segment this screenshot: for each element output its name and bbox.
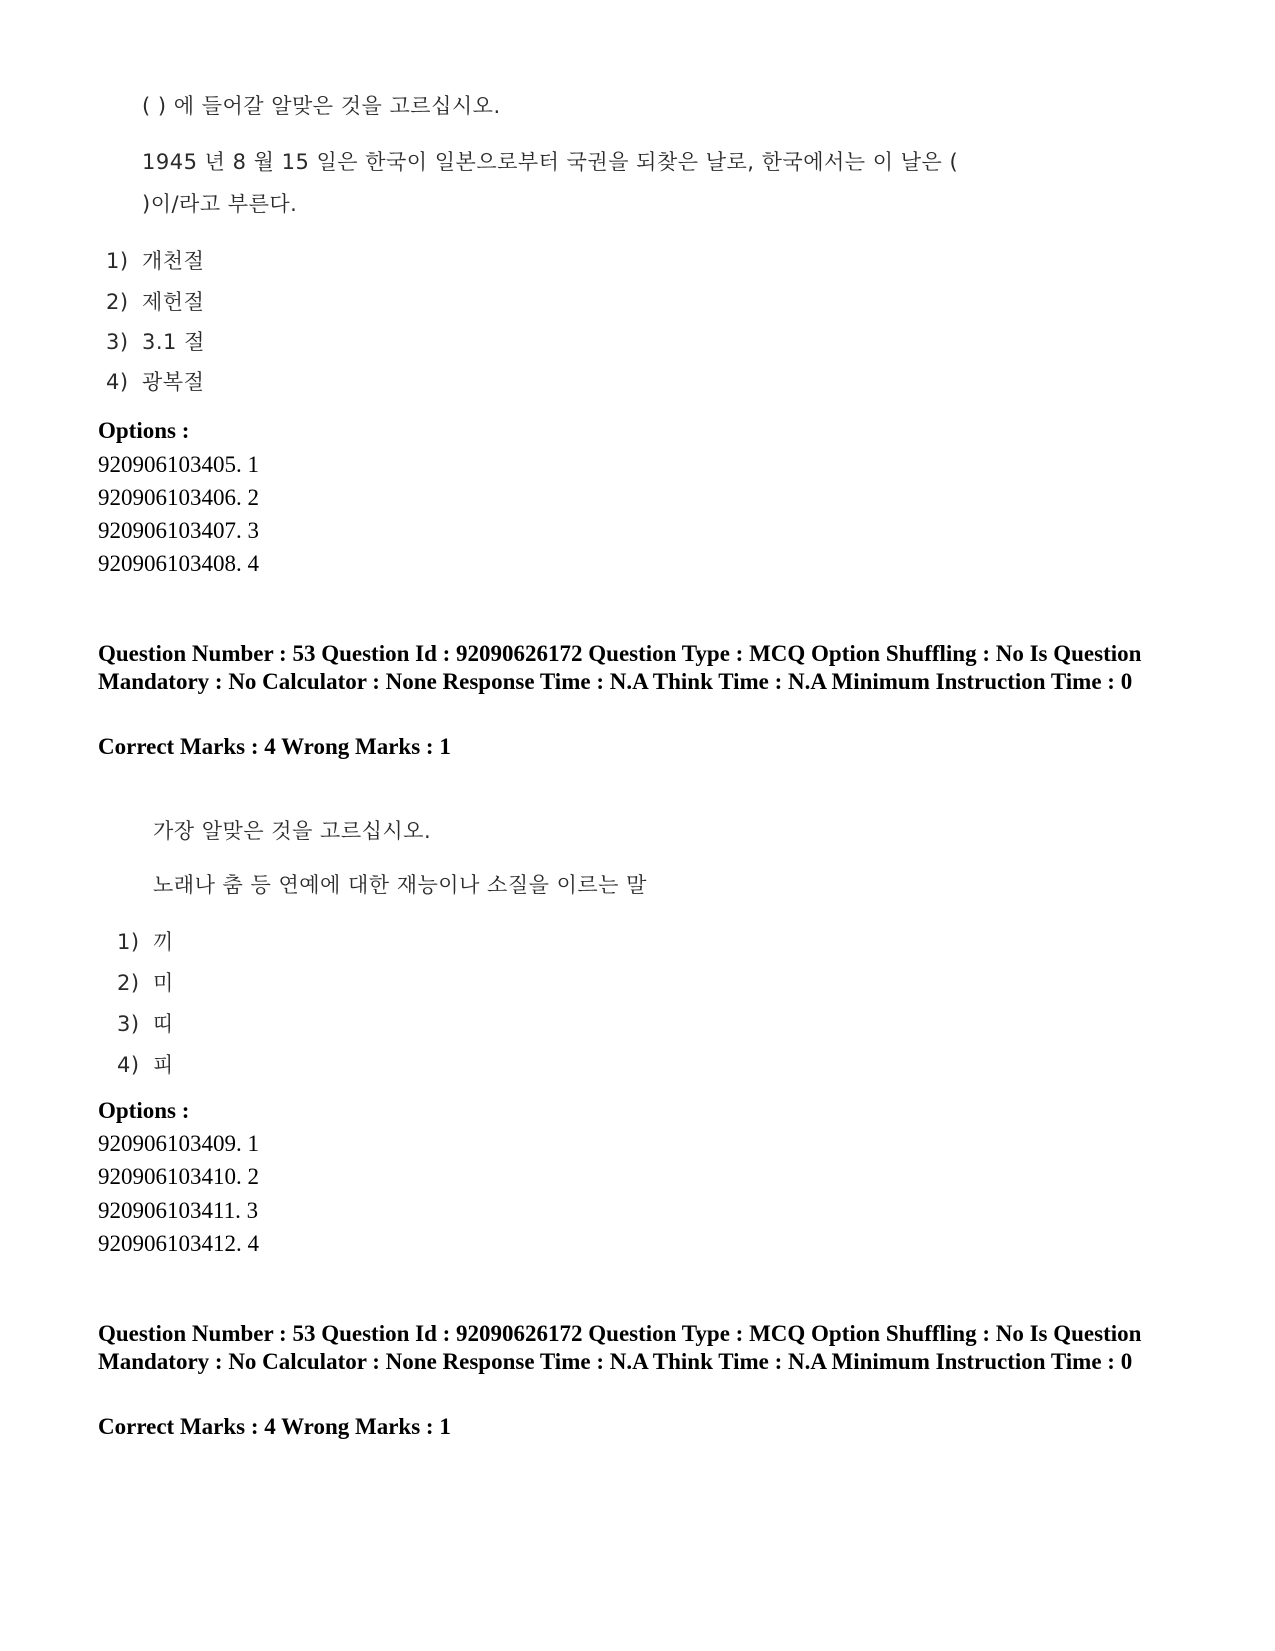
question-1-choice	[106, 326, 205, 356]
option-id: 920906103408. 4	[98, 551, 259, 576]
choice-text: 피	[153, 1053, 174, 1077]
choice-number: 1)	[106, 249, 129, 273]
question-meta-info: Question Number : 53 Question Id : 92090626172 Question Type : MCQ Option Shuffling : No Is Question Mandatory : No Calculator : None Response Time : N.A Think Time : N.A Minimum Instruction Time : 0	[98, 1321, 1142, 1374]
question-marks: Correct Marks : 4 Wrong Marks : 1	[98, 1414, 451, 1439]
option-id: 920906103412. 4	[98, 1231, 259, 1256]
choice-number: 4)	[117, 1053, 140, 1077]
question-1-passage-line-2: )이/라고 부른다.	[142, 192, 298, 216]
question-1-choice	[106, 286, 204, 316]
choice-text: 광복절	[142, 370, 205, 394]
question-2-passage-line-1: 노래나 춤 등 연예에 대한 재능이나 소질을 이르는 말	[153, 873, 647, 897]
choice-number: 3)	[117, 1012, 140, 1036]
question-1-choice	[106, 245, 204, 275]
choice-text: 개천절	[142, 249, 205, 273]
choice-number: 2)	[106, 290, 129, 314]
question-1-passage-line-1: 1945 년 8 월 15 일은 한국이 일본으로부터 국권을 되찾은 날로, 한국에서는 이 날은 (	[142, 150, 959, 174]
choice-number: 3)	[106, 330, 129, 354]
question-1-choice	[106, 366, 204, 396]
question-2-choice	[117, 926, 174, 956]
choice-number: 4)	[106, 370, 129, 394]
question-1-instruction: ( ) 에 들어갈 알맞은 것을 고르십시오.	[142, 94, 501, 118]
question-2-choice	[117, 1008, 174, 1038]
question-marks: Correct Marks : 4 Wrong Marks : 1	[98, 734, 451, 759]
question-2-choice	[117, 967, 174, 997]
choice-text: 끼	[153, 930, 174, 954]
options-label: Options :	[98, 1098, 190, 1123]
choice-text: 띠	[153, 1012, 174, 1036]
choice-number: 2)	[117, 971, 140, 995]
choice-text: 3.1 절	[142, 330, 205, 354]
choice-text: 제헌절	[142, 290, 205, 314]
option-id: 920906103406. 2	[98, 485, 259, 510]
question-2-instruction: 가장 알맞은 것을 고르십시오.	[153, 819, 432, 843]
question-2-choice	[117, 1049, 174, 1079]
option-id: 920906103407. 3	[98, 518, 259, 543]
option-id: 920906103405. 1	[98, 452, 259, 477]
options-label: Options :	[98, 418, 190, 443]
option-id: 920906103410. 2	[98, 1164, 259, 1189]
choice-number: 1)	[117, 930, 140, 954]
choice-text: 미	[153, 971, 174, 995]
option-id: 920906103409. 1	[98, 1131, 259, 1156]
option-id: 920906103411. 3	[98, 1198, 259, 1223]
question-meta-info: Question Number : 53 Question Id : 92090626172 Question Type : MCQ Option Shuffling : No Is Question Mandatory : No Calculator : None Response Time : N.A Think Time : N.A Minimum Instruction Time : 0	[98, 641, 1142, 694]
